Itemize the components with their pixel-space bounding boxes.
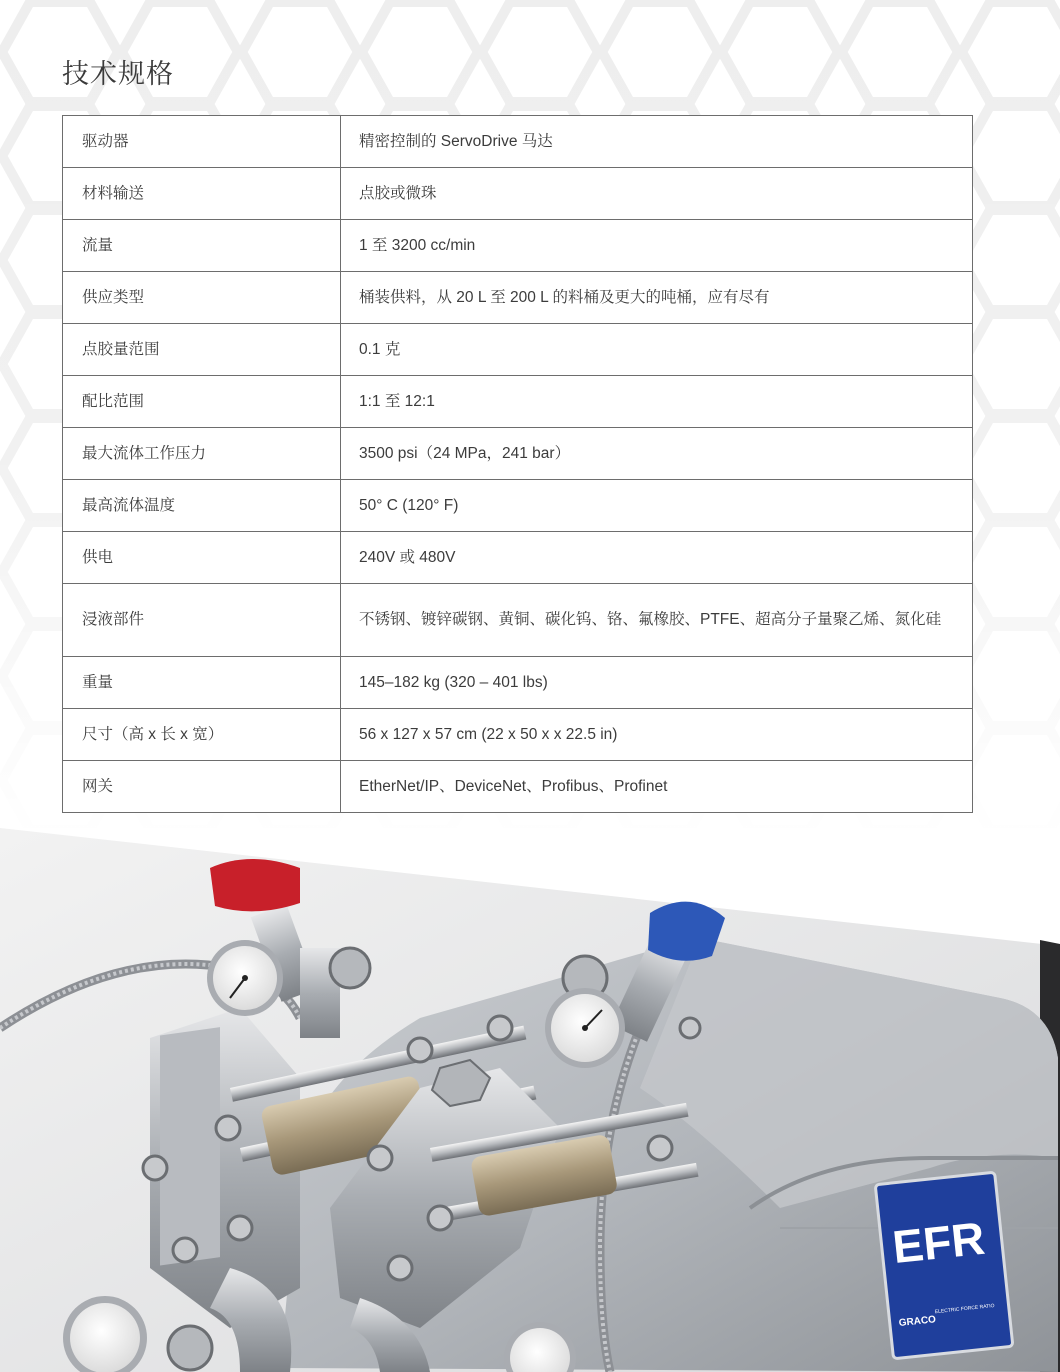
spec-label: 配比范围 xyxy=(63,376,341,428)
table-row xyxy=(63,657,973,709)
page-title: 技术规格 xyxy=(62,59,174,89)
spec-value: 桶装供料，从 20 L 至 200 L 的料桶及更大的吨桶，应有尽有 xyxy=(341,272,973,324)
spec-label: 供应类型 xyxy=(63,272,341,324)
table-row xyxy=(63,532,973,584)
table-row xyxy=(63,761,973,813)
spec-value: 0.1 克 xyxy=(341,324,973,376)
table-row xyxy=(63,168,973,220)
table-row xyxy=(63,376,973,428)
spec-label: 驱动器 xyxy=(63,116,341,168)
product-photo xyxy=(0,828,1060,1372)
spec-label: 尺寸（高 x 长 x 宽） xyxy=(63,709,341,761)
table-row xyxy=(63,709,973,761)
spec-value: 1:1 至 12:1 xyxy=(341,376,973,428)
spec-value: 不锈钢、镀锌碳钢、黄铜、碳化钨、铬、氟橡胶、PTFE、超高分子量聚乙烯、氮化硅 xyxy=(341,584,973,657)
table-row xyxy=(63,220,973,272)
table-row xyxy=(63,584,973,657)
efr-badge xyxy=(875,1172,1013,1359)
spec-value: 3500 psi（24 MPa，241 bar） xyxy=(341,428,973,480)
left-pressure-gauge-icon xyxy=(207,940,283,1016)
spec-value: EtherNet/IP、DeviceNet、Profibus、Profinet xyxy=(341,761,973,813)
table-row xyxy=(63,116,973,168)
spec-label: 浸液部件 xyxy=(63,584,341,657)
spec-value: 56 x 127 x 57 cm (22 x 50 x x 22.5 in) xyxy=(341,709,973,761)
spec-label: 重量 xyxy=(63,657,341,709)
spec-label: 流量 xyxy=(63,220,341,272)
spec-label: 最大流体工作压力 xyxy=(63,428,341,480)
table-row xyxy=(63,480,973,532)
table-row xyxy=(63,428,973,480)
right-pressure-gauge-icon xyxy=(545,988,625,1068)
spec-label: 网关 xyxy=(63,761,341,813)
badge-model-text: EFR xyxy=(890,1211,988,1274)
spec-value: 1 至 3200 cc/min xyxy=(341,220,973,272)
spec-value: 点胶或微珠 xyxy=(341,168,973,220)
spec-table xyxy=(62,115,973,813)
table-row xyxy=(63,324,973,376)
badge-subtitle-text: ELECTRIC FORCE RATIO xyxy=(934,1302,995,1316)
table-row xyxy=(63,272,973,324)
spec-label: 材料输送 xyxy=(63,168,341,220)
red-valve-handle xyxy=(210,859,300,911)
badge-brand-text: GRACO xyxy=(898,1314,937,1330)
spec-label: 点胶量范围 xyxy=(63,324,341,376)
spec-label: 最高流体温度 xyxy=(63,480,341,532)
spec-value: 240V 或 480V xyxy=(341,532,973,584)
spec-label: 供电 xyxy=(63,532,341,584)
spec-value: 50° C (120° F) xyxy=(341,480,973,532)
spec-value: 145–182 kg (320 – 401 lbs) xyxy=(341,657,973,709)
spec-value: 精密控制的 ServoDrive 马达 xyxy=(341,116,973,168)
